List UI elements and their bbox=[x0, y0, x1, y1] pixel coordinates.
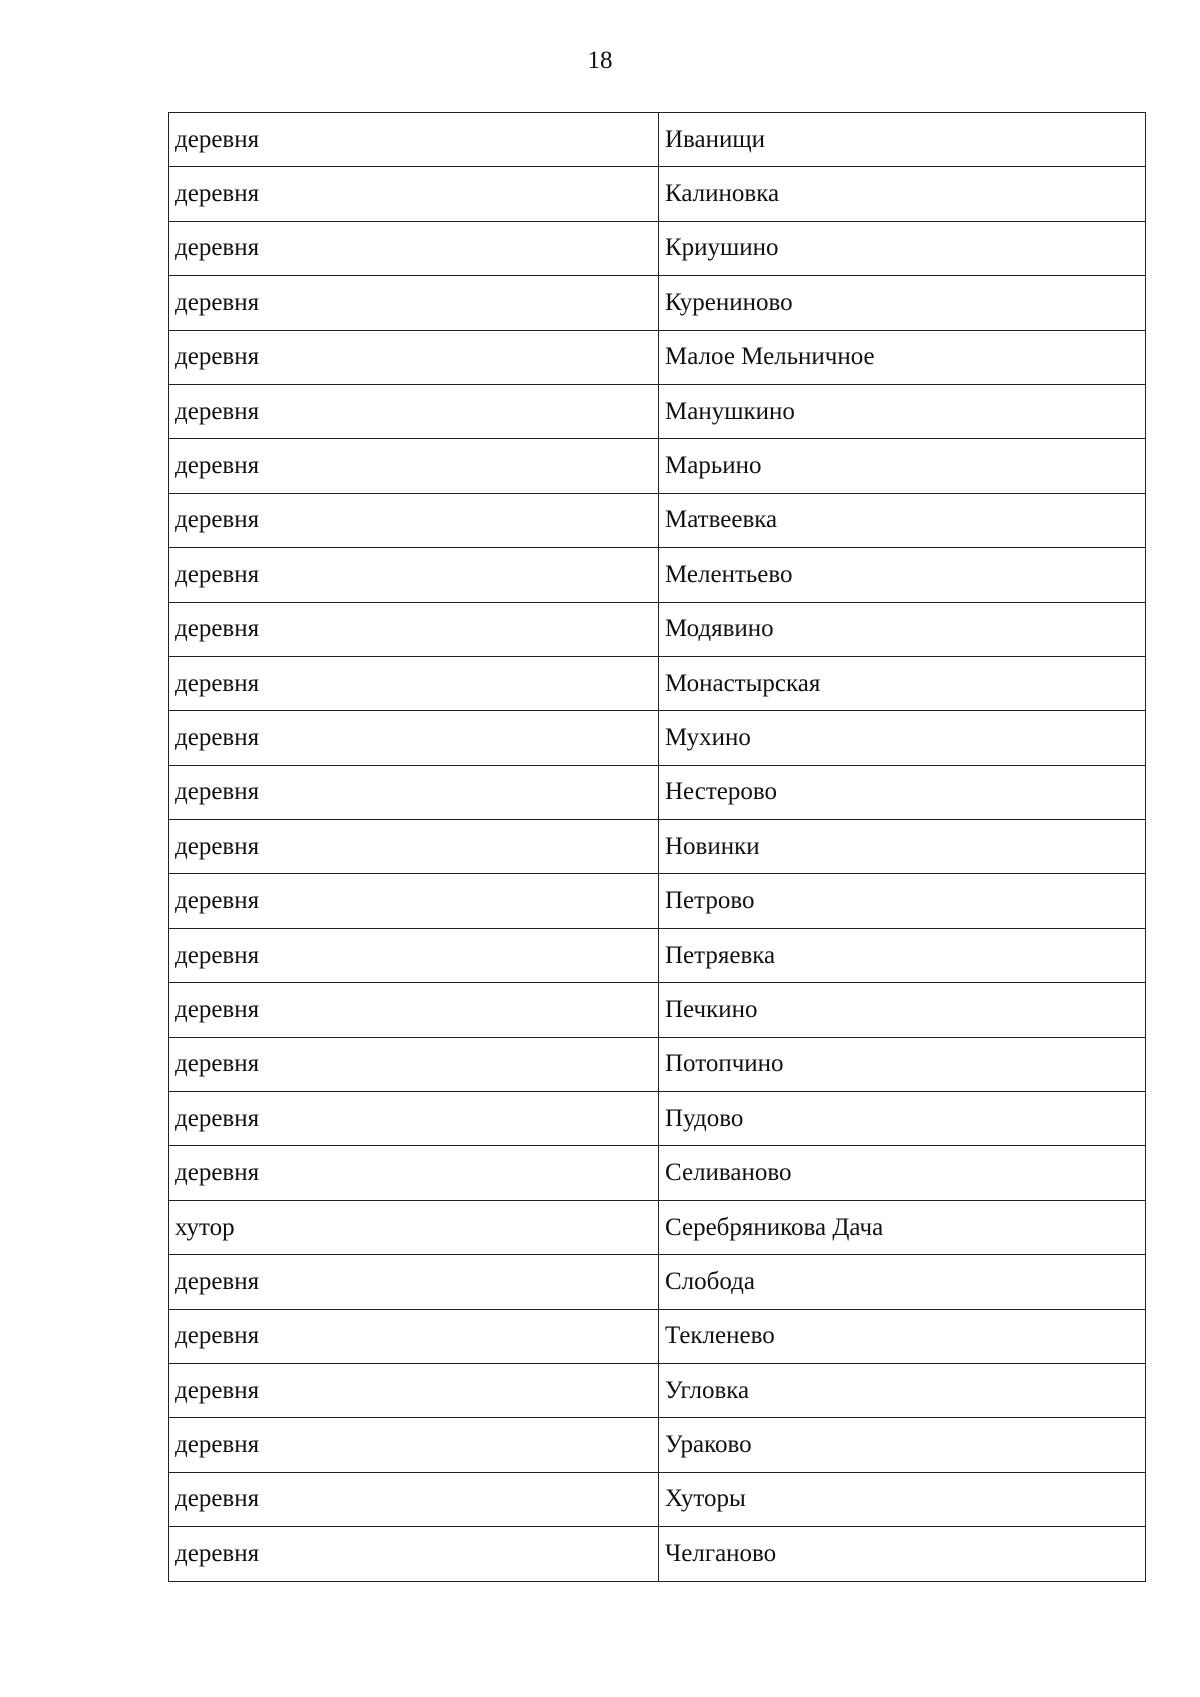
settlement-name-cell: Нестерово bbox=[659, 765, 1146, 819]
settlement-type-cell: деревня bbox=[169, 167, 659, 221]
table-row bbox=[169, 330, 1146, 384]
table-row bbox=[169, 1092, 1146, 1146]
table-row bbox=[169, 1363, 1146, 1417]
settlement-name-cell: Потопчино bbox=[659, 1037, 1146, 1091]
settlement-name-cell: Печкино bbox=[659, 983, 1146, 1037]
settlement-type-cell: деревня bbox=[169, 1037, 659, 1091]
table-row bbox=[169, 439, 1146, 493]
settlement-name-cell: Пудово bbox=[659, 1092, 1146, 1146]
settlement-type-cell: деревня bbox=[169, 1146, 659, 1200]
table-row bbox=[169, 493, 1146, 547]
settlement-name-cell: Мухино bbox=[659, 711, 1146, 765]
settlement-name-cell: Марьино bbox=[659, 439, 1146, 493]
settlement-type-cell: деревня bbox=[169, 656, 659, 710]
table-row bbox=[169, 1472, 1146, 1526]
settlement-name-cell: Модявино bbox=[659, 602, 1146, 656]
settlement-type-cell: деревня bbox=[169, 493, 659, 547]
settlement-type-cell: деревня bbox=[169, 384, 659, 438]
settlements-table bbox=[168, 112, 1146, 1582]
settlement-type-cell: деревня bbox=[169, 113, 659, 167]
table-row bbox=[169, 602, 1146, 656]
settlement-type-cell: деревня bbox=[169, 928, 659, 982]
settlement-type-cell: деревня bbox=[169, 602, 659, 656]
settlement-type-cell: деревня bbox=[169, 1363, 659, 1417]
settlement-name-cell: Монастырская bbox=[659, 656, 1146, 710]
table-row bbox=[169, 1418, 1146, 1472]
table-row bbox=[169, 765, 1146, 819]
settlement-type-cell: деревня bbox=[169, 221, 659, 275]
table-row bbox=[169, 1200, 1146, 1254]
settlement-name-cell: Хуторы bbox=[659, 1472, 1146, 1526]
table-row bbox=[169, 113, 1146, 167]
table-row bbox=[169, 874, 1146, 928]
settlement-type-cell: деревня bbox=[169, 820, 659, 874]
settlement-type-cell: деревня bbox=[169, 1472, 659, 1526]
settlement-name-cell: Ураково bbox=[659, 1418, 1146, 1472]
settlement-type-cell: деревня bbox=[169, 1418, 659, 1472]
settlement-type-cell: хутор bbox=[169, 1200, 659, 1254]
settlement-name-cell: Угловка bbox=[659, 1363, 1146, 1417]
settlement-type-cell: деревня bbox=[169, 765, 659, 819]
table-row bbox=[169, 1037, 1146, 1091]
settlement-type-cell: деревня bbox=[169, 983, 659, 1037]
settlement-name-cell: Малое Мельничное bbox=[659, 330, 1146, 384]
settlement-type-cell: деревня bbox=[169, 548, 659, 602]
table-row bbox=[169, 1527, 1146, 1581]
settlement-name-cell: Курениново bbox=[659, 276, 1146, 330]
settlement-type-cell: деревня bbox=[169, 276, 659, 330]
settlement-type-cell: деревня bbox=[169, 1092, 659, 1146]
settlement-name-cell: Селиваново bbox=[659, 1146, 1146, 1200]
settlement-name-cell: Мелентьево bbox=[659, 548, 1146, 602]
settlement-name-cell: Серебряникова Дача bbox=[659, 1200, 1146, 1254]
table-row bbox=[169, 983, 1146, 1037]
table-row bbox=[169, 221, 1146, 275]
settlement-type-cell: деревня bbox=[169, 874, 659, 928]
table-row bbox=[169, 928, 1146, 982]
settlement-type-cell: деревня bbox=[169, 330, 659, 384]
table-row bbox=[169, 1309, 1146, 1363]
settlement-type-cell: деревня bbox=[169, 439, 659, 493]
table-row bbox=[169, 548, 1146, 602]
settlement-name-cell: Матвеевка bbox=[659, 493, 1146, 547]
table-row bbox=[169, 167, 1146, 221]
settlement-type-cell: деревня bbox=[169, 1255, 659, 1309]
settlement-type-cell: деревня bbox=[169, 1309, 659, 1363]
table-row bbox=[169, 711, 1146, 765]
settlement-type-cell: деревня bbox=[169, 711, 659, 765]
table-row bbox=[169, 1146, 1146, 1200]
settlement-name-cell: Челганово bbox=[659, 1527, 1146, 1581]
settlements-table-body bbox=[169, 113, 1146, 1582]
settlement-name-cell: Калиновка bbox=[659, 167, 1146, 221]
table-row bbox=[169, 384, 1146, 438]
table-row bbox=[169, 1255, 1146, 1309]
settlement-name-cell: Манушкино bbox=[659, 384, 1146, 438]
table-row bbox=[169, 820, 1146, 874]
table-row bbox=[169, 276, 1146, 330]
settlement-type-cell: деревня bbox=[169, 1527, 659, 1581]
settlement-name-cell: Новинки bbox=[659, 820, 1146, 874]
table-row bbox=[169, 656, 1146, 710]
settlement-name-cell: Иванищи bbox=[659, 113, 1146, 167]
settlement-name-cell: Криушино bbox=[659, 221, 1146, 275]
settlement-name-cell: Петрово bbox=[659, 874, 1146, 928]
page-number: 18 bbox=[587, 47, 613, 74]
settlement-name-cell: Слобода bbox=[659, 1255, 1146, 1309]
settlement-name-cell: Петряевка bbox=[659, 928, 1146, 982]
settlement-name-cell: Текленево bbox=[659, 1309, 1146, 1363]
